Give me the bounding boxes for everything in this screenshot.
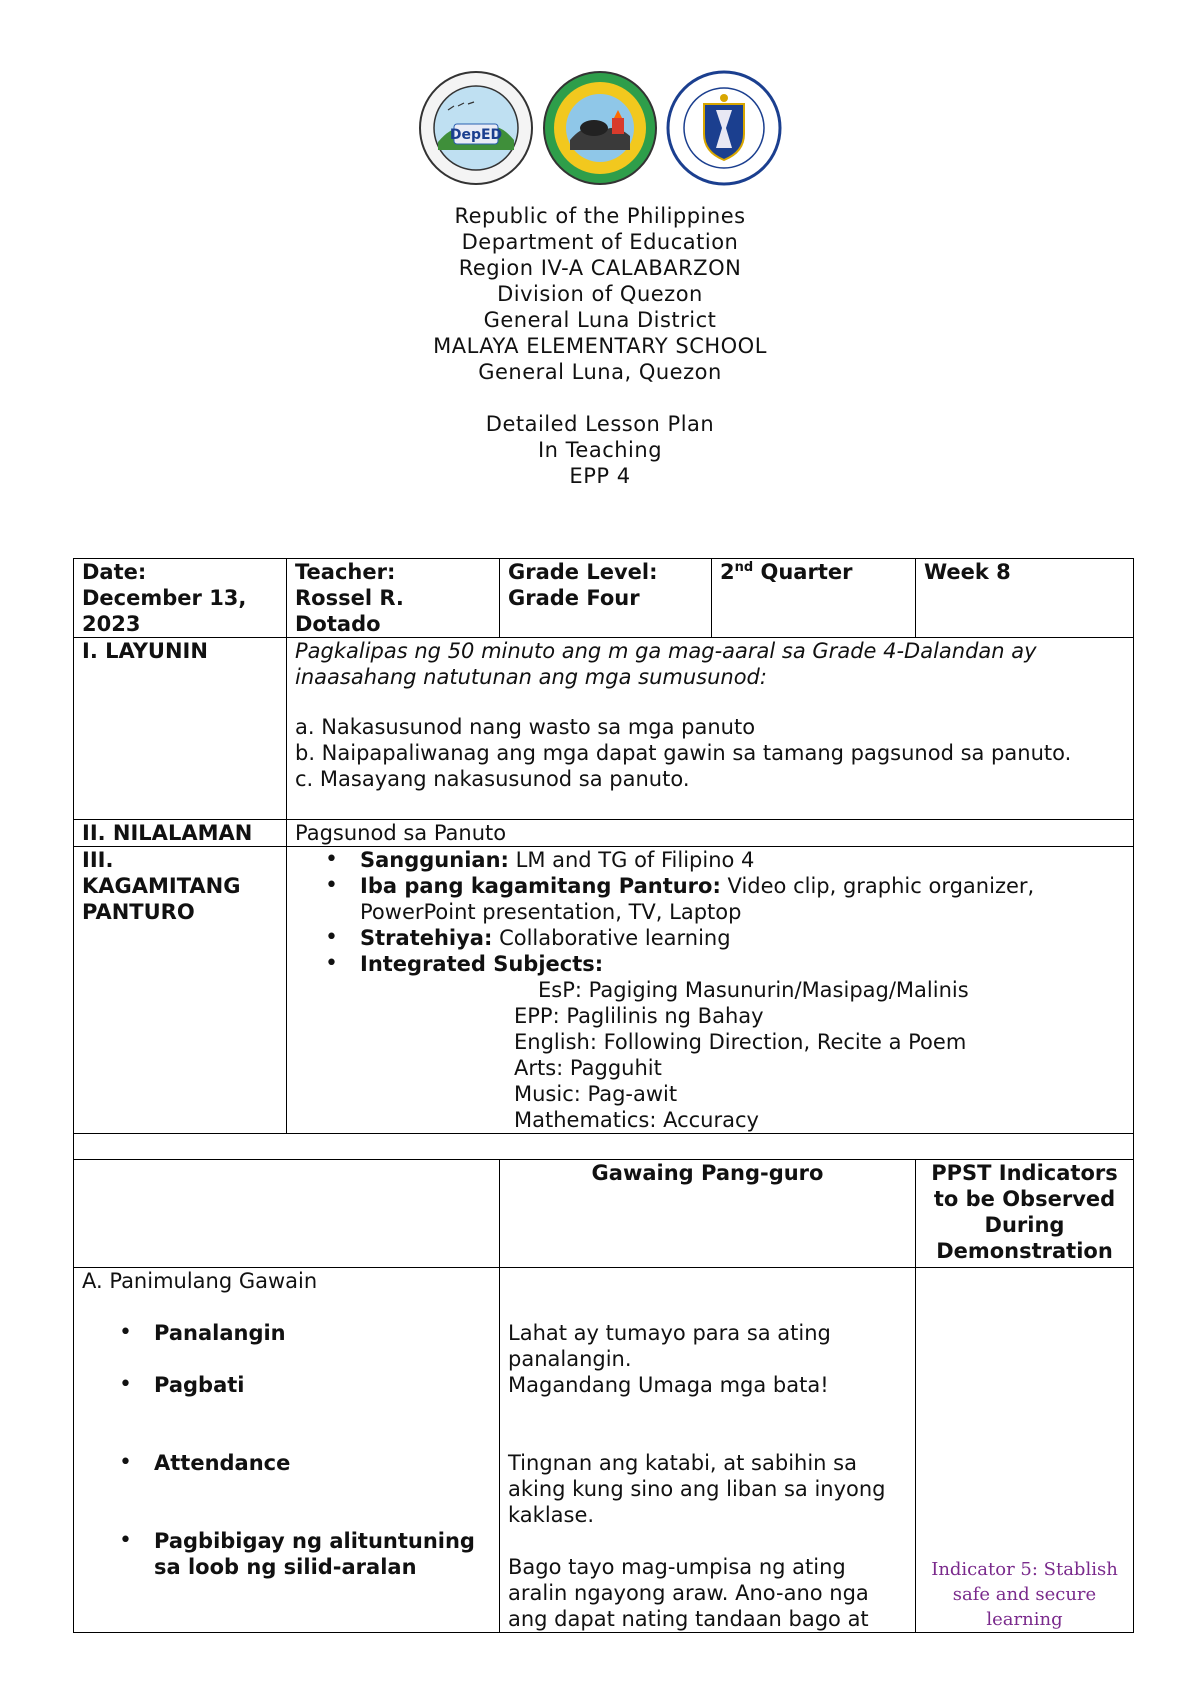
spacer-cell bbox=[74, 1134, 1134, 1160]
date-value: December 13, 2023 bbox=[82, 586, 247, 636]
date-cell bbox=[74, 559, 287, 638]
deped-kagawaran-ng-edukasyon-seal bbox=[666, 70, 782, 186]
week-cell: Week 8 bbox=[916, 559, 1134, 638]
doc-subject: EPP 4 bbox=[569, 464, 631, 488]
teacher-cell bbox=[287, 559, 500, 638]
grade-label: Grade Level: bbox=[508, 560, 658, 584]
header-division: Division of Quezon bbox=[497, 282, 703, 306]
integrated-subject: Music: Pag-awit bbox=[514, 1082, 678, 1106]
date-label: Date: bbox=[82, 560, 147, 584]
layunin-intro: Pagkalipas ng 50 minuto ang m ga mag-aaral sa Grade 4-Dalandan ay inaasahang natutunan ang mga sumusunod: bbox=[295, 639, 1037, 689]
header-location: General Luna, Quezon bbox=[478, 360, 722, 384]
resource-item: • Integrated Subjects: bbox=[360, 951, 1125, 977]
nilalaman-row bbox=[74, 820, 1134, 847]
doc-subtitle: In Teaching bbox=[537, 438, 663, 462]
layunin-row bbox=[74, 638, 1134, 820]
header-district: General Luna District bbox=[483, 308, 717, 332]
nilalaman-label: II. NILALAMAN bbox=[74, 820, 287, 847]
resource-item: • Iba pang kagamitang Panturo: Video clip, graphic organizer, PowerPoint presentation, TV, Laptop bbox=[360, 873, 1125, 925]
quarter-cell: 2nd Quarter bbox=[712, 559, 916, 638]
layunin-label: I. LAYUNIN bbox=[74, 638, 287, 820]
integrated-subject: Mathematics: Accuracy bbox=[514, 1108, 759, 1132]
header-republic: Republic of the Philippines bbox=[454, 204, 746, 228]
integrated-subject: Arts: Pagguhit bbox=[514, 1056, 662, 1080]
activity-blank-header bbox=[74, 1160, 500, 1268]
panimulang-heading: A. Panimulang Gawain bbox=[82, 1269, 318, 1293]
lesson-plan-table bbox=[73, 558, 1134, 1633]
activity-item: • Panalangin bbox=[154, 1320, 491, 1346]
svg-text:DepED: DepED bbox=[449, 127, 503, 143]
teacher-label: Teacher: bbox=[295, 560, 396, 584]
objective-b: b. Naipapaliwanag ang mga dapat gawin sa tamang pagsunod sa panuto. bbox=[295, 741, 1072, 765]
grade-value: Grade Four bbox=[508, 586, 640, 610]
objective-a: a. Nakasusunod nang wasto sa mga panuto bbox=[295, 715, 756, 739]
resources-list bbox=[295, 847, 1125, 977]
ppst-header: PPST Indicators to be Observed During Demonstration bbox=[916, 1160, 1134, 1268]
kagamitan-row bbox=[74, 847, 1134, 1134]
kagamitan-content bbox=[287, 847, 1134, 1134]
header-region: Region IV-A CALABARZON bbox=[458, 256, 742, 280]
deped-general-luna-district-seal bbox=[542, 70, 658, 186]
grade-cell bbox=[500, 559, 712, 638]
info-row bbox=[74, 559, 1134, 638]
teacher-line: Tingnan ang katabi, at sabihin sa aking kung sino ang liban sa inyong kaklase. bbox=[508, 1451, 886, 1527]
malaya-elementary-school-seal bbox=[418, 70, 534, 186]
integrated-subject: English: Following Direction, Recite a Poem bbox=[514, 1030, 967, 1054]
teacher-line: Magandang Umaga mga bata! bbox=[508, 1373, 829, 1397]
panimulang-list bbox=[82, 1320, 491, 1580]
header-department: Department of Education bbox=[461, 230, 739, 254]
teacher-activity-header: Gawaing Pang-guro bbox=[500, 1160, 916, 1268]
header-logos bbox=[418, 70, 788, 188]
ppst-indicator: Indicator 5: Stablish safe and secure learning bbox=[931, 1559, 1118, 1630]
activity-header-row bbox=[74, 1160, 1134, 1268]
activity-item: • Pagbati bbox=[154, 1372, 491, 1398]
teacher-line: Bago tayo mag-umpisa ng ating aralin ngayong araw. Ano-ano nga ang dapat nating tandaan bago at bbox=[508, 1555, 869, 1631]
panimulang-indicator-cell bbox=[916, 1268, 1134, 1633]
spacer-row bbox=[74, 1134, 1134, 1160]
activity-item: • Attendance bbox=[154, 1450, 491, 1476]
resource-item: • Stratehiya: Collaborative learning bbox=[360, 925, 1125, 951]
teacher-value: Rossel R. Dotado bbox=[295, 586, 404, 636]
integrated-subject: EsP: Pagiging Masunurin/Masipag/Malinis bbox=[538, 978, 969, 1002]
nilalaman-value: Pagsunod sa Panuto bbox=[287, 820, 1134, 847]
resource-item: • Sanggunian: LM and TG of Filipino 4 bbox=[360, 847, 1125, 873]
integrated-subject: EPP: Paglilinis ng Bahay bbox=[514, 1004, 764, 1028]
panimulang-cell bbox=[74, 1268, 500, 1633]
objective-c: c. Masayang nakasusunod sa panuto. bbox=[295, 767, 690, 791]
layunin-content bbox=[287, 638, 1134, 820]
panimulang-row bbox=[74, 1268, 1134, 1633]
header-school: MALAYA ELEMENTARY SCHOOL bbox=[433, 334, 767, 358]
teacher-line: Lahat ay tumayo para sa ating panalangin. bbox=[508, 1321, 831, 1371]
kagamitan-label: III. KAGAMITANG PANTURO bbox=[74, 847, 287, 1134]
panimulang-teacher-cell bbox=[500, 1268, 916, 1633]
activity-item: • Pagbibigay ng alituntuning sa loob ng silid-aralan bbox=[154, 1528, 491, 1580]
document-header bbox=[0, 203, 1200, 489]
doc-title: Detailed Lesson Plan bbox=[485, 412, 715, 436]
